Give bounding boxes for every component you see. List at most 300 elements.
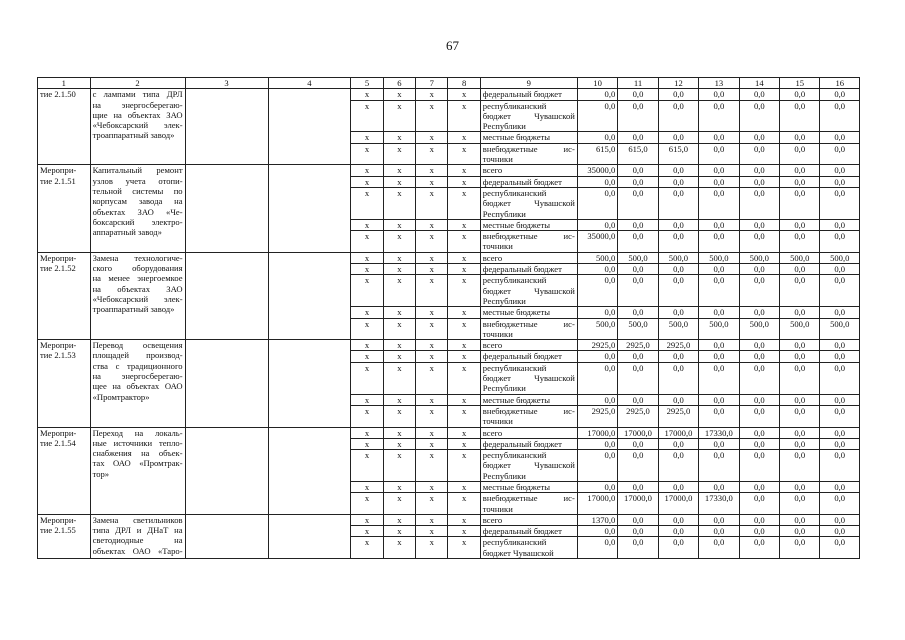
value-cell: 0,0	[699, 362, 739, 394]
value-cell: 500,0	[739, 252, 779, 263]
value-cell: 500,0	[577, 252, 617, 263]
value-cell: 0,0	[780, 100, 820, 132]
value-cell: 0,0	[699, 275, 739, 307]
value-cell: 0,0	[820, 450, 860, 482]
code-mark-cell: x	[448, 394, 480, 405]
value-cell: 0,0	[618, 89, 658, 100]
code-mark-cell: x	[416, 450, 448, 482]
value-cell: 0,0	[658, 362, 698, 394]
value-cell: 0,0	[699, 526, 739, 537]
measure-title-line: Замена технологиче-	[92, 252, 183, 263]
code-mark-cell: x	[351, 176, 383, 187]
funding-source-cell	[480, 438, 577, 449]
value-cell: 0,0	[739, 143, 779, 165]
value-cell: 500,0	[780, 252, 820, 263]
code-mark-cell: x	[351, 143, 383, 165]
value-cell: 0,0	[820, 514, 860, 525]
header-cell: 8	[448, 78, 480, 89]
value-cell: 0,0	[658, 165, 698, 176]
value-cell: 0,0	[618, 362, 658, 394]
code-mark-cell: x	[383, 89, 415, 100]
measure-code-line: тие 2.1.51	[40, 175, 76, 186]
funding-source-line: федеральный бюджет	[482, 264, 562, 275]
measure-title-line: типа ДРЛ и ДНаТ на	[92, 525, 183, 536]
header-cell: 11	[618, 78, 658, 89]
value-cell: 0,0	[699, 264, 739, 275]
value-cell: 0,0	[699, 438, 739, 449]
value-cell: 0,0	[780, 165, 820, 176]
measure-title-line: площадей производ-	[92, 350, 183, 361]
code-mark-cell: x	[351, 100, 383, 132]
value-cell: 0,0	[739, 231, 779, 253]
value-cell: 0,0	[577, 450, 617, 482]
code-mark-cell: x	[351, 89, 383, 100]
funding-source-cell	[480, 307, 577, 318]
value-cell: 0,0	[618, 537, 658, 559]
measure-title-cell	[90, 165, 185, 252]
value-cell: 615,0	[658, 143, 698, 165]
code-mark-cell: x	[416, 219, 448, 230]
value-cell: 0,0	[820, 405, 860, 427]
funding-source-cell	[480, 362, 577, 394]
measure-title-line: «Чебоксарский элек-	[92, 120, 183, 131]
code-mark-cell: x	[448, 481, 480, 492]
funding-source-line: точники	[482, 241, 513, 252]
value-cell: 0,0	[820, 537, 860, 559]
measure-title-line: светодиодные на	[92, 535, 183, 546]
value-cell: 0,0	[658, 100, 698, 132]
measure-code-line: тие 2.1.55	[40, 525, 76, 536]
value-cell: 0,0	[780, 493, 820, 515]
funding-source-line: местные бюджеты	[482, 394, 551, 405]
code-mark-cell: x	[383, 438, 415, 449]
value-cell: 0,0	[780, 307, 820, 318]
table-row	[38, 89, 860, 100]
value-cell: 0,0	[780, 405, 820, 427]
funding-source-cell	[480, 231, 577, 253]
funding-source-line: бюджет Чувашской	[482, 198, 575, 209]
table-row	[38, 514, 860, 525]
funding-source-cell	[480, 493, 577, 515]
header-cell: 5	[351, 78, 383, 89]
value-cell: 0,0	[820, 394, 860, 405]
measure-title-line: на менее энергоемкое	[92, 273, 183, 284]
value-cell: 0,0	[780, 537, 820, 559]
code-mark-cell: x	[448, 143, 480, 165]
value-cell: 0,0	[577, 351, 617, 362]
value-cell: 0,0	[577, 481, 617, 492]
value-cell: 0,0	[699, 176, 739, 187]
value-cell: 0,0	[699, 231, 739, 253]
funding-source-line: всего	[482, 252, 503, 263]
funding-source-cell	[480, 132, 577, 143]
code-mark-cell: x	[351, 132, 383, 143]
measure-title-line: на энергосберегаю-	[92, 99, 183, 110]
value-cell: 0,0	[780, 427, 820, 438]
funding-source-line: всего	[482, 340, 503, 351]
value-cell: 0,0	[699, 351, 739, 362]
funding-source-line: внебюджетные ис-	[482, 493, 575, 504]
header-cell: 7	[416, 78, 448, 89]
code-mark-cell: x	[416, 307, 448, 318]
value-cell: 0,0	[820, 351, 860, 362]
measure-code-line: тие 2.1.53	[40, 350, 76, 361]
measure-title-line: «Промтрактор»	[92, 391, 150, 402]
value-cell: 0,0	[739, 340, 779, 351]
code-mark-cell: x	[351, 362, 383, 394]
value-cell: 0,0	[820, 165, 860, 176]
code-mark-cell: x	[416, 394, 448, 405]
measure-title-line: на объектах ЗАО	[92, 283, 183, 294]
value-cell: 1370,0	[577, 514, 617, 525]
value-cell: 0,0	[699, 394, 739, 405]
value-cell: 0,0	[820, 176, 860, 187]
code-mark-cell: x	[416, 340, 448, 351]
code-mark-cell: x	[351, 481, 383, 492]
code-mark-cell: x	[448, 318, 480, 340]
table-row	[38, 165, 860, 176]
code-mark-cell: x	[351, 318, 383, 340]
value-cell: 0,0	[618, 450, 658, 482]
measure-title-cell	[90, 340, 185, 427]
value-cell: 615,0	[618, 143, 658, 165]
header-cell: 16	[820, 78, 860, 89]
value-cell: 0,0	[739, 100, 779, 132]
funding-source-line: точники	[482, 154, 513, 165]
measure-title-line: тельной системы по	[92, 185, 183, 196]
funding-source-cell	[480, 340, 577, 351]
funding-source-line: местные бюджеты	[482, 307, 551, 318]
funding-source-cell	[480, 351, 577, 362]
value-cell: 0,0	[577, 394, 617, 405]
measure-code-cell	[38, 340, 91, 427]
code-mark-cell: x	[383, 351, 415, 362]
value-cell: 0,0	[739, 405, 779, 427]
measure-title-line: аппаратный завод»	[92, 227, 162, 238]
value-cell: 0,0	[658, 132, 698, 143]
value-cell: 17000,0	[577, 427, 617, 438]
value-cell: 0,0	[739, 165, 779, 176]
value-cell: 0,0	[577, 176, 617, 187]
header-cell: 10	[577, 78, 617, 89]
funding-source-line: республиканский	[482, 537, 547, 548]
value-cell: 0,0	[577, 275, 617, 307]
funding-source-line: точники	[482, 416, 513, 427]
page-number: 67	[446, 38, 459, 53]
code-mark-cell: x	[416, 143, 448, 165]
code-mark-cell: x	[351, 264, 383, 275]
code-mark-cell: x	[351, 165, 383, 176]
measure-title-line: щее на объектах ОАО	[92, 381, 183, 392]
header-cell: 1	[38, 78, 91, 89]
value-cell: 0,0	[820, 340, 860, 351]
code-mark-cell: x	[416, 438, 448, 449]
value-cell: 0,0	[820, 89, 860, 100]
value-cell: 0,0	[780, 219, 820, 230]
value-cell: 0,0	[618, 219, 658, 230]
value-cell: 0,0	[577, 264, 617, 275]
measure-title-line: щие на объектах ЗАО	[92, 109, 183, 120]
value-cell: 0,0	[577, 89, 617, 100]
value-cell: 0,0	[780, 526, 820, 537]
value-cell: 35000,0	[577, 231, 617, 253]
value-cell: 0,0	[820, 427, 860, 438]
value-cell: 0,0	[577, 526, 617, 537]
measure-code-cell	[38, 514, 91, 558]
code-mark-cell: x	[351, 187, 383, 219]
value-cell: 0,0	[699, 132, 739, 143]
code-mark-cell: x	[448, 100, 480, 132]
value-cell: 0,0	[739, 351, 779, 362]
executor-cell	[185, 427, 268, 514]
funding-source-line: всего	[482, 165, 503, 176]
code-mark-cell: x	[416, 481, 448, 492]
value-cell: 0,0	[699, 514, 739, 525]
funding-source-line: точники	[482, 328, 513, 339]
value-cell: 0,0	[618, 165, 658, 176]
code-mark-cell: x	[383, 450, 415, 482]
value-cell: 0,0	[618, 187, 658, 219]
funding-source-line: внебюджетные ис-	[482, 405, 575, 416]
value-cell: 0,0	[820, 100, 860, 132]
code-mark-cell: x	[351, 514, 383, 525]
code-mark-cell: x	[383, 252, 415, 263]
funding-source-line: бюджет Чувашской	[482, 285, 575, 296]
header-cell: 14	[739, 78, 779, 89]
code-mark-cell: x	[416, 351, 448, 362]
funding-source-line: всего	[482, 514, 503, 525]
header-cell: 12	[658, 78, 698, 89]
value-cell: 0,0	[739, 275, 779, 307]
measure-title-line: на энергосберегаю-	[92, 371, 183, 382]
value-cell: 0,0	[820, 231, 860, 253]
value-cell: 0,0	[618, 438, 658, 449]
measure-title-line: ные источники тепло-	[92, 437, 183, 448]
value-cell: 17330,0	[699, 427, 739, 438]
value-cell: 0,0	[820, 219, 860, 230]
header-cell: 3	[185, 78, 268, 89]
code-mark-cell: x	[448, 340, 480, 351]
value-cell: 0,0	[739, 450, 779, 482]
value-cell: 0,0	[658, 394, 698, 405]
code-mark-cell: x	[351, 219, 383, 230]
measure-title-line: троаппаратный завод»	[92, 130, 175, 141]
funding-source-line: бюджет Чувашской	[482, 547, 554, 558]
code-mark-cell: x	[383, 176, 415, 187]
measure-title-cell	[90, 427, 185, 514]
value-cell: 0,0	[658, 450, 698, 482]
value-cell: 0,0	[739, 362, 779, 394]
funding-source-cell	[480, 176, 577, 187]
code-mark-cell: x	[448, 219, 480, 230]
executor-cell	[185, 165, 268, 252]
code-mark-cell: x	[416, 537, 448, 559]
code-mark-cell: x	[351, 493, 383, 515]
code-mark-cell: x	[448, 427, 480, 438]
code-mark-cell: x	[448, 165, 480, 176]
funding-source-cell	[480, 264, 577, 275]
value-cell: 500,0	[699, 318, 739, 340]
value-cell: 0,0	[618, 275, 658, 307]
measure-title-line: ского оборудования	[92, 263, 183, 274]
value-cell: 17000,0	[658, 427, 698, 438]
value-cell: 0,0	[780, 132, 820, 143]
header-cell: 15	[780, 78, 820, 89]
code-mark-cell: x	[416, 264, 448, 275]
header-cell: 2	[90, 78, 185, 89]
funding-source-line: федеральный бюджет	[482, 526, 562, 537]
value-cell: 0,0	[577, 307, 617, 318]
value-cell: 0,0	[658, 514, 698, 525]
value-cell: 0,0	[577, 537, 617, 559]
code-mark-cell: x	[416, 252, 448, 263]
code-mark-cell: x	[383, 481, 415, 492]
value-cell: 0,0	[618, 394, 658, 405]
code-mark-cell: x	[416, 132, 448, 143]
value-cell: 0,0	[618, 514, 658, 525]
value-cell: 0,0	[780, 275, 820, 307]
code-mark-cell: x	[448, 526, 480, 537]
value-cell: 0,0	[739, 89, 779, 100]
funding-source-line: Республики	[482, 121, 526, 132]
code-mark-cell: x	[416, 405, 448, 427]
measure-code-cell	[38, 252, 91, 339]
value-cell: 0,0	[699, 165, 739, 176]
funding-source-cell	[480, 143, 577, 165]
executor-cell	[185, 340, 268, 427]
code-mark-cell: x	[383, 165, 415, 176]
code-mark-cell: x	[416, 427, 448, 438]
value-cell: 0,0	[820, 264, 860, 275]
code-mark-cell: x	[383, 340, 415, 351]
value-cell: 0,0	[618, 176, 658, 187]
code-mark-cell: x	[416, 318, 448, 340]
value-cell: 0,0	[739, 427, 779, 438]
value-cell: 0,0	[658, 481, 698, 492]
executor-cell	[185, 252, 268, 339]
code-mark-cell: x	[448, 450, 480, 482]
funding-source-line: федеральный бюджет	[482, 438, 562, 449]
measure-title-line: объектах ЗАО «Че-	[92, 206, 183, 217]
code-mark-cell: x	[383, 514, 415, 525]
value-cell: 500,0	[739, 318, 779, 340]
header-cell: 9	[480, 78, 577, 89]
value-cell: 0,0	[658, 176, 698, 187]
measure-title-line: боксарский электро-	[92, 216, 183, 227]
value-cell: 2925,0	[577, 340, 617, 351]
measure-title-line: Перевод освещения	[92, 340, 183, 351]
value-cell: 0,0	[577, 219, 617, 230]
value-cell: 0,0	[739, 514, 779, 525]
measure-title-line: Капитальный ремонт	[92, 165, 183, 176]
value-cell: 0,0	[780, 394, 820, 405]
measure-title-cell	[90, 89, 185, 165]
value-cell: 0,0	[658, 526, 698, 537]
value-cell: 0,0	[780, 514, 820, 525]
measure-title-line: тах ОАО «Промтрак-	[92, 458, 183, 469]
measure-code-line: тие 2.1.52	[40, 263, 76, 274]
value-cell: 17000,0	[618, 493, 658, 515]
code-mark-cell: x	[448, 438, 480, 449]
code-mark-cell: x	[383, 275, 415, 307]
code-mark-cell: x	[383, 307, 415, 318]
funding-source-cell	[480, 219, 577, 230]
value-cell: 500,0	[618, 252, 658, 263]
measure-title-cell	[90, 514, 185, 558]
funding-source-cell	[480, 427, 577, 438]
code-mark-cell: x	[416, 526, 448, 537]
value-cell: 0,0	[658, 537, 698, 559]
code-mark-cell: x	[448, 264, 480, 275]
funding-source-cell	[480, 165, 577, 176]
value-cell: 0,0	[739, 537, 779, 559]
value-cell: 0,0	[699, 89, 739, 100]
code-mark-cell: x	[448, 275, 480, 307]
value-cell: 17000,0	[618, 427, 658, 438]
value-cell: 0,0	[699, 187, 739, 219]
table-row	[38, 340, 860, 351]
code-mark-cell: x	[383, 362, 415, 394]
value-cell: 500,0	[820, 252, 860, 263]
value-cell: 0,0	[780, 176, 820, 187]
value-cell: 0,0	[780, 264, 820, 275]
code-mark-cell: x	[416, 187, 448, 219]
value-cell: 0,0	[658, 307, 698, 318]
measure-code-line: тие 2.1.54	[40, 437, 76, 448]
code-mark-cell: x	[351, 526, 383, 537]
funding-source-cell	[480, 89, 577, 100]
value-cell: 0,0	[820, 362, 860, 394]
funding-source-line: федеральный бюджет	[482, 89, 562, 100]
target-cell	[268, 165, 351, 252]
funding-source-line: бюджет Чувашской	[482, 110, 575, 121]
measure-code-line: Меропри-	[40, 427, 77, 438]
code-mark-cell: x	[448, 231, 480, 253]
executor-cell	[185, 89, 268, 165]
value-cell: 0,0	[658, 264, 698, 275]
code-mark-cell: x	[448, 132, 480, 143]
value-cell: 0,0	[820, 187, 860, 219]
value-cell: 17000,0	[577, 493, 617, 515]
funding-source-line: всего	[482, 427, 503, 438]
table-body	[38, 89, 860, 559]
value-cell: 2925,0	[658, 405, 698, 427]
measure-title-line: с лампами типа ДРЛ	[92, 89, 183, 100]
value-cell: 0,0	[577, 132, 617, 143]
code-mark-cell: x	[383, 526, 415, 537]
value-cell: 0,0	[658, 231, 698, 253]
measure-title-line: корпусам завода на	[92, 196, 183, 207]
value-cell: 0,0	[618, 481, 658, 492]
value-cell: 17330,0	[699, 493, 739, 515]
funding-source-line: федеральный бюджет	[482, 176, 562, 187]
value-cell: 0,0	[780, 481, 820, 492]
code-mark-cell: x	[416, 231, 448, 253]
measure-title-line: узлов учета отопи-	[92, 175, 183, 186]
funding-source-line: бюджет Чувашской	[482, 460, 575, 471]
budget-table	[37, 77, 860, 559]
funding-source-line: Республики	[482, 295, 526, 306]
measure-title-line: Переход на локаль-	[92, 427, 183, 438]
funding-source-line: точники	[482, 503, 513, 514]
value-cell: 0,0	[820, 307, 860, 318]
value-cell: 0,0	[739, 264, 779, 275]
code-mark-cell: x	[383, 219, 415, 230]
value-cell: 0,0	[820, 438, 860, 449]
funding-source-cell	[480, 526, 577, 537]
value-cell: 0,0	[780, 438, 820, 449]
value-cell: 500,0	[577, 318, 617, 340]
